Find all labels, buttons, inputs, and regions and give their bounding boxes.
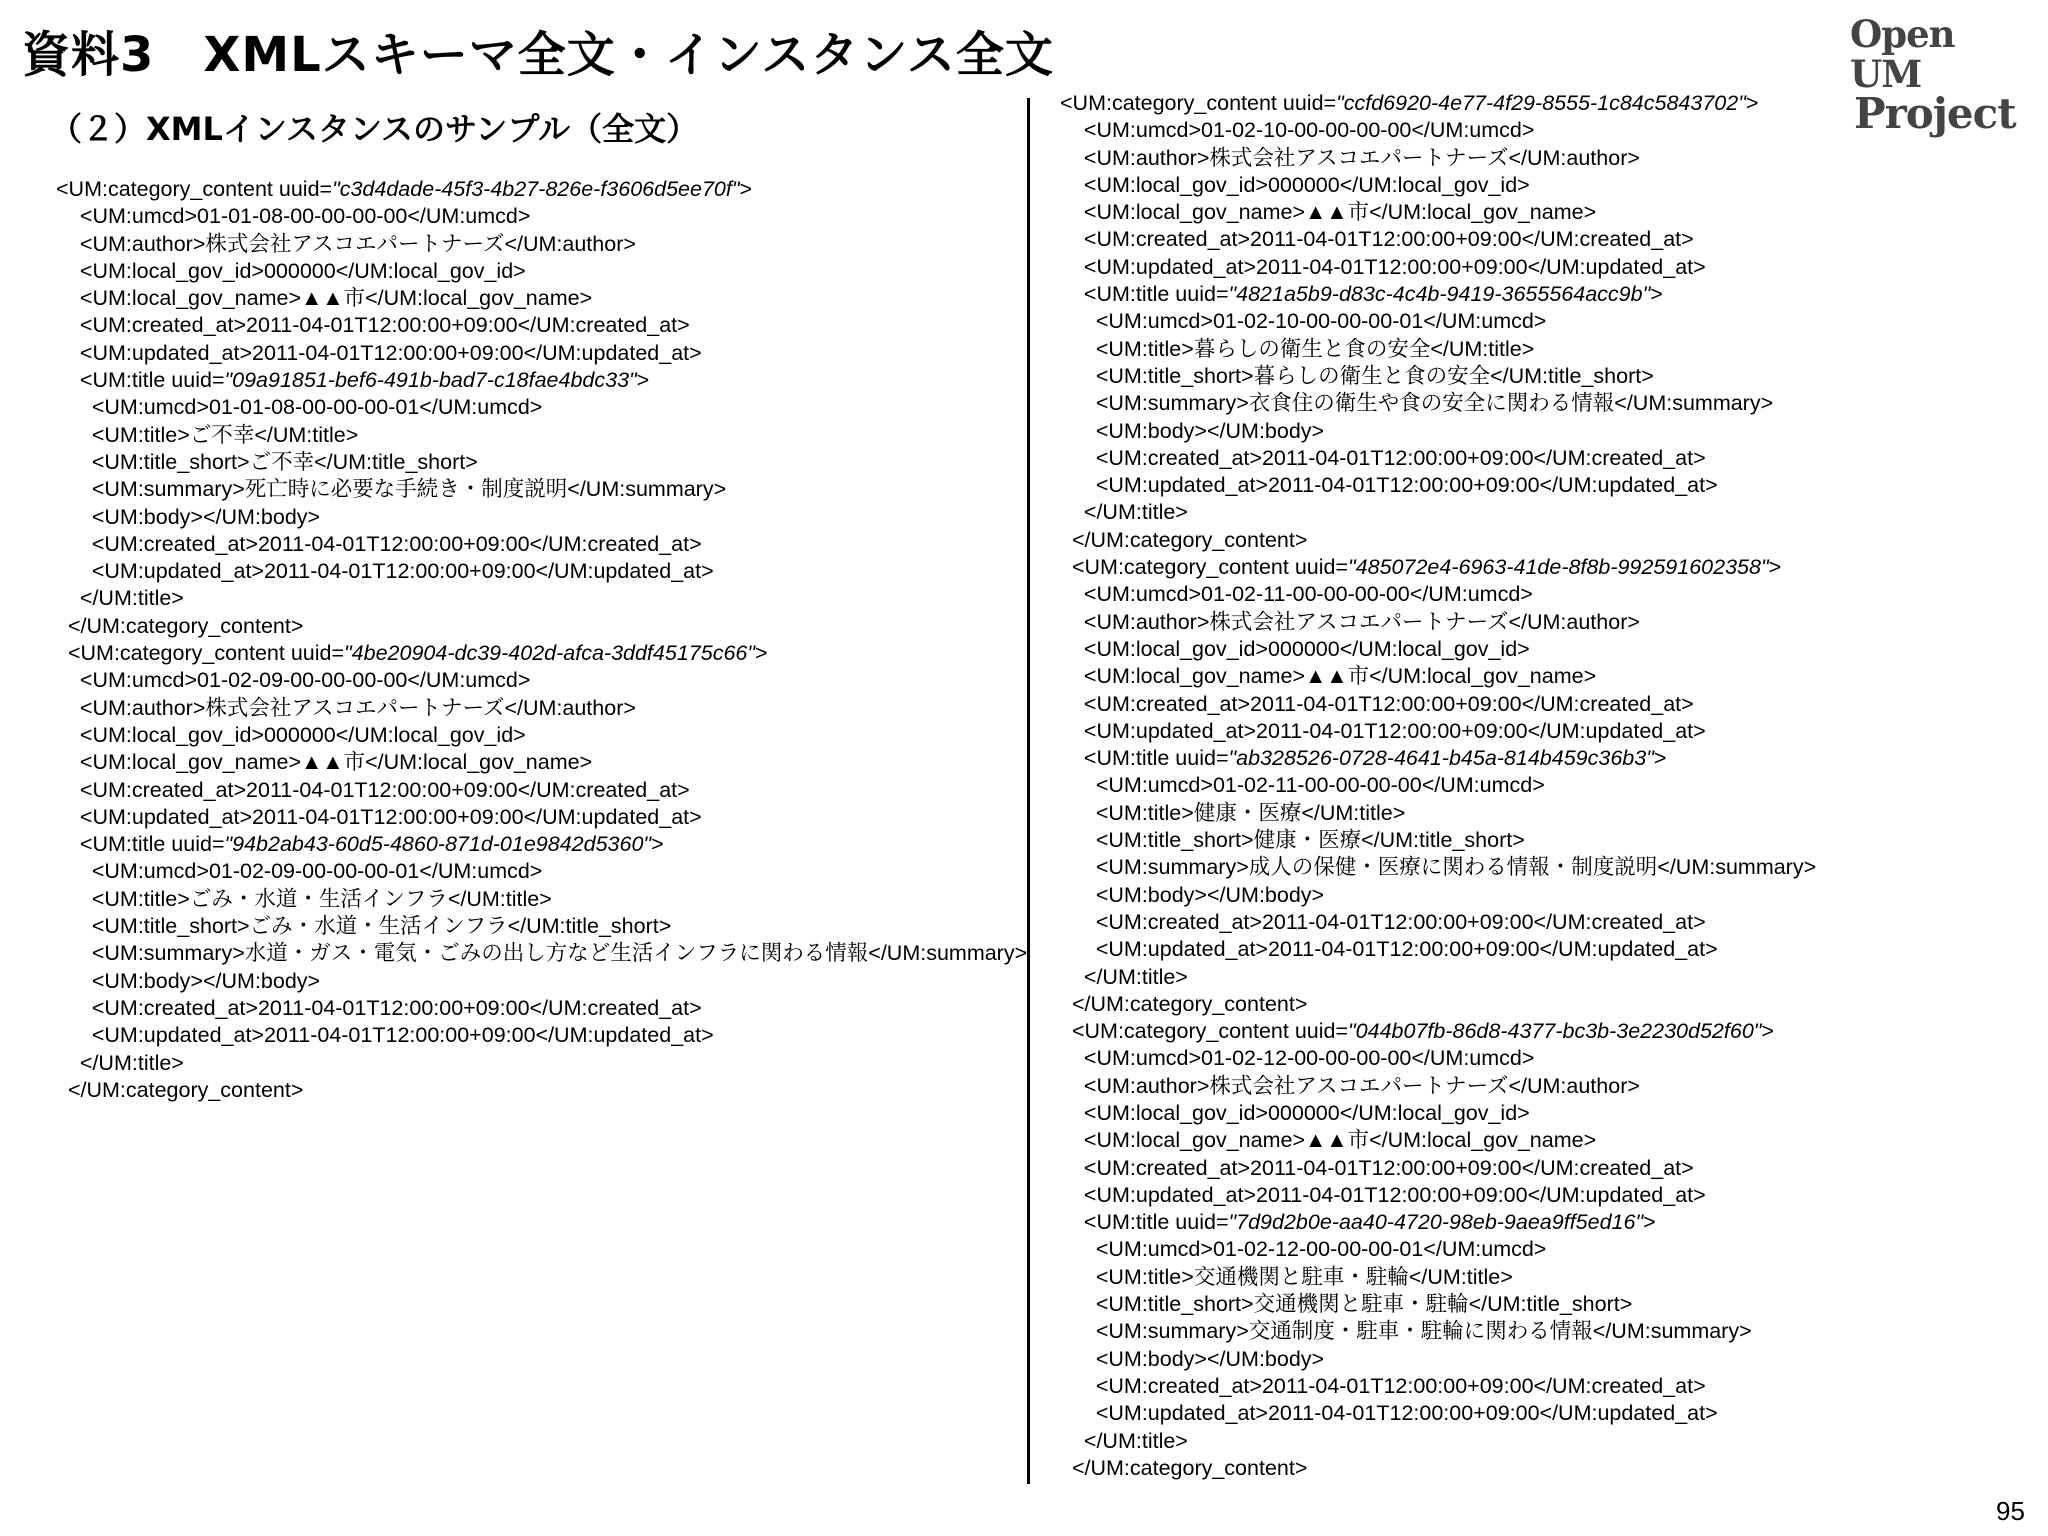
xml-line xyxy=(56,449,1027,476)
xml-line xyxy=(56,504,1027,531)
xml-line xyxy=(56,940,1027,967)
xml-text: <UM:title_short>交通機関と駐車・駐輪</UM:title_short> xyxy=(1095,1292,1633,1317)
xml-indent xyxy=(56,969,92,993)
xml-text: <UM:summary>衣食住の衛生や食の安全に関わる情報</UM:summary> xyxy=(1095,391,1774,416)
xml-indent xyxy=(1060,1429,1084,1453)
xml-line xyxy=(1060,1373,1816,1400)
xml-line xyxy=(56,176,1027,203)
xml-line xyxy=(56,804,1027,831)
xml-indent xyxy=(56,696,80,720)
xml-line xyxy=(56,1050,1027,1077)
xml-text: <UM:author>株式会社アスコエパートナーズ</UM:author> xyxy=(1083,1073,1640,1098)
xml-text: <UM:updated_at>2011-04-01T12:00:00+09:00</UM:updated_at> xyxy=(1095,473,1718,498)
xml-indent xyxy=(1060,1265,1096,1289)
xml-text: <UM:summary>成人の保健・医療に関わる情報・制度説明</UM:summary> xyxy=(1095,855,1817,880)
xml-text: <UM:author>株式会社アスコエパートナーズ</UM:author> xyxy=(1083,609,1640,634)
xml-indent xyxy=(1060,1292,1096,1316)
xml-text-end: > xyxy=(1745,91,1759,115)
xml-line xyxy=(56,203,1027,230)
xml-line xyxy=(1060,1045,1816,1072)
xml-text: <UM:title>暮らしの衛生と食の安全</UM:title> xyxy=(1095,336,1535,361)
xml-line xyxy=(56,1022,1027,1049)
xml-attribute-value: "ab328526-0728-4641-b45a-814b459c36b3" xyxy=(1228,746,1654,771)
xml-text-end: > xyxy=(636,368,650,393)
xml-line xyxy=(56,886,1027,913)
xml-attribute-value: "7d9d2b0e-aa40-4720-98eb-9aea9ff5ed16" xyxy=(1228,1210,1644,1235)
xml-indent xyxy=(1060,828,1096,852)
logo-line2: Project xyxy=(1854,89,2016,138)
xml-indent xyxy=(1060,801,1096,825)
xml-text: <UM:umcd>01-02-09-00-00-00-01</UM:umcd> xyxy=(91,859,543,884)
xml-indent xyxy=(1060,582,1084,606)
xml-text: </UM:category_content> xyxy=(67,613,304,638)
xml-text: </UM:category_content> xyxy=(1071,527,1308,552)
xml-text: <UM:created_at>2011-04-01T12:00:00+09:00</UM:created_at> xyxy=(1083,691,1694,716)
xml-text: <UM:local_gov_id>000000</UM:local_gov_id> xyxy=(1083,172,1530,197)
xml-line xyxy=(56,831,1027,858)
xml-line xyxy=(1060,363,1816,390)
xml-line xyxy=(1060,718,1816,745)
xml-indent xyxy=(56,614,68,638)
xml-text-end: > xyxy=(1768,555,1782,580)
xml-text: <UM:updated_at>2011-04-01T12:00:00+09:00</UM:updated_at> xyxy=(1083,718,1706,743)
logo-line1: Open UM xyxy=(1850,12,1955,96)
xml-indent xyxy=(1060,1019,1072,1043)
xml-attribute-value: "485072e4-6963-41de-8f8b-992591602358" xyxy=(1348,555,1769,580)
xml-text: <UM:updated_at>2011-04-01T12:00:00+09:00</UM:updated_at> xyxy=(1083,254,1706,279)
xml-text: <UM:body></UM:body> xyxy=(91,968,321,993)
xml-line xyxy=(56,667,1027,694)
xml-indent xyxy=(1060,1210,1084,1234)
xml-text: <UM:created_at>2011-04-01T12:00:00+09:00</UM:created_at> xyxy=(1095,1373,1706,1398)
xml-indent xyxy=(56,996,92,1020)
xml-indent xyxy=(1060,309,1096,333)
xml-indent xyxy=(1060,282,1084,306)
xml-indent xyxy=(56,286,80,310)
xml-text: <UM:title uuid= xyxy=(79,832,225,857)
xml-line xyxy=(56,913,1027,940)
xml-indent xyxy=(56,1023,92,1047)
xml-text: <UM:created_at>2011-04-01T12:00:00+09:00</UM:created_at> xyxy=(1083,1155,1694,1180)
xml-line xyxy=(1060,909,1816,936)
xml-indent xyxy=(1060,227,1084,251)
xml-line xyxy=(1060,1073,1816,1100)
xml-text: <UM:local_gov_id>000000</UM:local_gov_id> xyxy=(1083,1100,1530,1125)
xml-indent xyxy=(1060,1319,1096,1343)
xml-line xyxy=(56,858,1027,885)
xml-line xyxy=(1060,1455,1816,1482)
xml-indent xyxy=(56,423,92,447)
xml-attribute-value: "94b2ab43-60d5-4860-871d-01e9842d5360" xyxy=(224,832,652,857)
xml-indent xyxy=(1060,1156,1084,1180)
xml-indent xyxy=(56,477,92,501)
xml-text-end: > xyxy=(739,177,753,201)
xml-text: <UM:category_content uuid= xyxy=(67,641,345,666)
xml-indent xyxy=(1060,1101,1084,1125)
xml-text: <UM:summary>水道・ガス・電気・ごみの出し方など生活インフラに関わる情報</UM:summary> xyxy=(91,941,1028,966)
xml-text: <UM:updated_at>2011-04-01T12:00:00+09:00</UM:updated_at> xyxy=(79,340,702,365)
xml-indent xyxy=(1060,146,1084,170)
xml-indent xyxy=(56,859,92,883)
xml-line xyxy=(56,312,1027,339)
xml-indent xyxy=(56,586,80,610)
xml-text: <UM:author>株式会社アスコエパートナーズ</UM:author> xyxy=(79,695,636,720)
xml-text: </UM:title> xyxy=(1083,1428,1188,1453)
xml-indent xyxy=(1060,1401,1096,1425)
xml-line xyxy=(1060,336,1816,363)
xml-text: <UM:title>交通機関と駐車・駐輪</UM:title> xyxy=(1095,1264,1513,1289)
xml-indent xyxy=(1060,419,1096,443)
xml-indent xyxy=(1060,1183,1084,1207)
section-subtitle: （２）XMLインスタンスのサンプル（全文） xyxy=(50,110,699,148)
xml-indent xyxy=(56,341,80,365)
xml-text: <UM:category_content uuid= xyxy=(1071,555,1349,580)
xml-text: <UM:umcd>01-02-11-00-00-00-00</UM:umcd> xyxy=(1083,582,1533,607)
xml-text: <UM:updated_at>2011-04-01T12:00:00+09:00</UM:updated_at> xyxy=(91,559,714,584)
xml-indent xyxy=(1060,965,1084,989)
xml-indent xyxy=(1060,500,1084,524)
xml-text: <UM:umcd>01-02-10-00-00-00-00</UM:umcd> xyxy=(1083,118,1535,143)
xml-line xyxy=(1060,1346,1816,1373)
xml-line xyxy=(56,695,1027,722)
xml-line xyxy=(1060,991,1816,1018)
xml-indent xyxy=(1060,200,1084,224)
xml-line xyxy=(56,1077,1027,1104)
xml-line xyxy=(1060,745,1816,772)
xml-line xyxy=(56,258,1027,285)
xml-line xyxy=(56,749,1027,776)
xml-indent xyxy=(1060,883,1096,907)
xml-line xyxy=(56,422,1027,449)
xml-text: <UM:body></UM:body> xyxy=(1095,418,1325,443)
xml-indent xyxy=(1060,937,1096,961)
xml-line xyxy=(1060,1127,1816,1154)
xml-indent xyxy=(1060,664,1084,688)
xml-text: <UM:updated_at>2011-04-01T12:00:00+09:00</UM:updated_at> xyxy=(1095,1401,1718,1426)
xml-indent xyxy=(56,395,92,419)
xml-indent xyxy=(1060,1128,1084,1152)
xml-indent xyxy=(1060,1456,1072,1480)
xml-line xyxy=(1060,1291,1816,1318)
page-number: 95 xyxy=(1996,1496,2025,1526)
xml-text: <UM:title uuid= xyxy=(1083,746,1229,771)
xml-text: <UM:created_at>2011-04-01T12:00:00+09:00</UM:created_at> xyxy=(1095,445,1706,470)
xml-line xyxy=(1060,1264,1816,1291)
xml-line xyxy=(1060,936,1816,963)
xml-line xyxy=(56,585,1027,612)
xml-indent xyxy=(1060,555,1072,579)
xml-line xyxy=(1060,964,1816,991)
xml-indent xyxy=(56,750,80,774)
xml-text: <UM:author>株式会社アスコエパートナーズ</UM:author> xyxy=(1083,145,1640,170)
xml-line xyxy=(1060,199,1816,226)
xml-line xyxy=(56,722,1027,749)
xml-indent xyxy=(56,668,80,692)
xml-indent xyxy=(56,313,80,337)
xml-text: <UM:category_content uuid= xyxy=(56,177,333,201)
xml-line xyxy=(1060,1209,1816,1236)
xml-attribute-value: "09a91851-bef6-491b-bad7-c18fae4bdc33" xyxy=(224,368,637,393)
xml-text: <UM:body></UM:body> xyxy=(1095,882,1325,907)
xml-line xyxy=(1060,800,1816,827)
xml-indent xyxy=(56,232,80,256)
xml-line xyxy=(1060,1428,1816,1455)
xml-indent xyxy=(1060,637,1084,661)
xml-text: <UM:local_gov_id>000000</UM:local_gov_id> xyxy=(1083,636,1530,661)
xml-indent xyxy=(1060,910,1096,934)
xml-text: <UM:local_gov_name>▲▲市</UM:local_gov_name> xyxy=(1083,664,1597,689)
xml-line xyxy=(1060,499,1816,526)
xml-indent xyxy=(1060,255,1084,279)
xml-line xyxy=(1060,172,1816,199)
xml-text-end: > xyxy=(1761,1019,1774,1044)
xml-line xyxy=(1060,1100,1816,1127)
xml-indent xyxy=(1060,364,1096,388)
xml-text: </UM:category_content> xyxy=(1071,1455,1308,1480)
xml-text: <UM:local_gov_id>000000</UM:local_gov_id> xyxy=(79,258,526,283)
xml-text: <UM:created_at>2011-04-01T12:00:00+09:00</UM:created_at> xyxy=(91,995,702,1020)
xml-text: <UM:local_gov_name>▲▲市</UM:local_gov_name> xyxy=(1083,1128,1597,1153)
xml-line xyxy=(1060,554,1816,581)
xml-indent xyxy=(56,505,92,529)
xml-line xyxy=(1060,472,1816,499)
xml-line xyxy=(1060,1018,1816,1045)
xml-line xyxy=(1060,609,1816,636)
xml-line xyxy=(1060,1318,1816,1345)
xml-indent xyxy=(1060,1237,1096,1261)
xml-attribute-value: "4821a5b9-d83c-4c4b-9419-3655564acc9b" xyxy=(1228,282,1651,307)
xml-indent xyxy=(1060,692,1084,716)
xml-indent xyxy=(1060,1046,1084,1070)
xml-text: </UM:title> xyxy=(79,586,184,611)
xml-line xyxy=(1060,308,1816,335)
xml-indent xyxy=(1060,1347,1096,1371)
page-title: 資料3 XMLスキーマ全文・インスタンス全文 xyxy=(22,27,1054,83)
xml-indent xyxy=(1060,992,1072,1016)
xml-line xyxy=(56,394,1027,421)
xml-text: <UM:title>健康・医療</UM:title> xyxy=(1095,800,1406,825)
xml-text: <UM:created_at>2011-04-01T12:00:00+09:00</UM:created_at> xyxy=(79,777,690,802)
xml-text: <UM:created_at>2011-04-01T12:00:00+09:00</UM:created_at> xyxy=(79,313,690,338)
xml-indent xyxy=(56,1078,68,1102)
xml-text: <UM:category_content uuid= xyxy=(1071,1019,1349,1044)
xml-text: <UM:title_short>健康・医療</UM:title_short> xyxy=(1095,828,1525,853)
xml-indent xyxy=(56,204,80,228)
xml-line xyxy=(1060,390,1816,417)
xml-attribute-value: "044b07fb-86d8-4377-bc3b-3e2230d52f60" xyxy=(1348,1019,1762,1044)
xml-indent xyxy=(1060,446,1096,470)
xml-indent xyxy=(1060,473,1096,497)
xml-attribute-value: "c3d4dade-45f3-4b27-826e-f3606d5ee70f" xyxy=(332,177,740,201)
xml-indent xyxy=(56,832,80,856)
xml-indent xyxy=(1060,528,1072,552)
xml-text-end: > xyxy=(1650,282,1663,307)
xml-line xyxy=(1060,445,1816,472)
xml-indent xyxy=(1060,173,1084,197)
xml-line xyxy=(1060,1155,1816,1182)
xml-text: <UM:title uuid= xyxy=(1083,1210,1229,1235)
xml-indent xyxy=(56,723,80,747)
xml-indent xyxy=(1060,391,1096,415)
xml-text: <UM:title_short>ご不幸</UM:title_short> xyxy=(91,449,478,474)
xml-indent xyxy=(56,778,80,802)
xml-text-end: > xyxy=(1653,746,1667,771)
xml-text: <UM:local_gov_name>▲▲市</UM:local_gov_name> xyxy=(79,286,593,311)
xml-text: <UM:local_gov_name>▲▲市</UM:local_gov_name> xyxy=(79,750,593,775)
xml-text: <UM:umcd>01-02-09-00-00-00-00</UM:umcd> xyxy=(79,668,531,693)
xml-indent xyxy=(56,914,92,938)
xml-text: <UM:body></UM:body> xyxy=(1095,1346,1325,1371)
xml-line xyxy=(1060,527,1816,554)
xml-text: <UM:title_short>ごみ・水道・生活インフラ</UM:title_short> xyxy=(91,914,672,939)
xml-indent xyxy=(56,1051,80,1075)
xml-text: <UM:umcd>01-02-11-00-00-00-00</UM:umcd> xyxy=(1095,773,1545,798)
xml-text: <UM:created_at>2011-04-01T12:00:00+09:00</UM:created_at> xyxy=(1083,227,1694,252)
open-um-project-logo xyxy=(1850,12,2030,138)
xml-line xyxy=(1060,254,1816,281)
xml-text: <UM:umcd>01-02-12-00-00-00-00</UM:umcd> xyxy=(1083,1046,1535,1071)
xml-line xyxy=(1060,1400,1816,1427)
xml-indent xyxy=(56,805,80,829)
xml-text: <UM:updated_at>2011-04-01T12:00:00+09:00</UM:updated_at> xyxy=(91,1023,714,1048)
xml-line xyxy=(1060,581,1816,608)
xml-indent xyxy=(1060,719,1084,743)
xml-line xyxy=(56,340,1027,367)
xml-attribute-value: "ccfd6920-4e77-4f29-8555-1c84c5843702" xyxy=(1336,91,1746,115)
xml-indent xyxy=(1060,1374,1096,1398)
xml-line xyxy=(56,995,1027,1022)
xml-line xyxy=(56,777,1027,804)
xml-indent xyxy=(56,941,92,965)
xml-line xyxy=(1060,772,1816,799)
xml-text-end: > xyxy=(1643,1210,1656,1235)
xml-text: <UM:title uuid= xyxy=(1083,282,1229,307)
xml-indent xyxy=(1060,610,1084,634)
xml-line xyxy=(1060,418,1816,445)
xml-line xyxy=(56,285,1027,312)
xml-text: <UM:author>株式会社アスコエパートナーズ</UM:author> xyxy=(79,231,636,256)
xml-line xyxy=(1060,1236,1816,1263)
xml-text-end: > xyxy=(651,832,664,857)
xml-line xyxy=(56,231,1027,258)
xml-indent xyxy=(1060,746,1084,770)
xml-indent xyxy=(56,887,92,911)
xml-line xyxy=(1060,145,1816,172)
xml-indent xyxy=(56,532,92,556)
xml-text: <UM:updated_at>2011-04-01T12:00:00+09:00</UM:updated_at> xyxy=(1095,937,1718,962)
xml-text: <UM:umcd>01-01-08-00-00-00-00</UM:umcd> xyxy=(79,204,531,229)
xml-text: <UM:title uuid= xyxy=(79,368,225,393)
xml-text: </UM:category_content> xyxy=(1071,991,1308,1016)
xml-text: </UM:title> xyxy=(79,1050,184,1075)
xml-indent xyxy=(1060,855,1096,879)
xml-code-left-column xyxy=(56,176,1027,1104)
xml-text: <UM:local_gov_id>000000</UM:local_gov_id> xyxy=(79,722,526,747)
xml-line xyxy=(56,476,1027,503)
xml-line xyxy=(56,640,1027,667)
xml-text: </UM:title> xyxy=(1083,500,1188,525)
xml-indent xyxy=(1060,773,1096,797)
xml-line xyxy=(1060,117,1816,144)
xml-indent xyxy=(56,368,80,392)
xml-code-right-column xyxy=(1060,90,1816,1482)
xml-text: <UM:umcd>01-01-08-00-00-00-01</UM:umcd> xyxy=(91,395,543,420)
xml-text: <UM:umcd>01-02-10-00-00-00-01</UM:umcd> xyxy=(1095,309,1547,334)
xml-line xyxy=(56,613,1027,640)
xml-line xyxy=(1060,1182,1816,1209)
xml-line xyxy=(1060,281,1816,308)
xml-text: <UM:title>ごみ・水道・生活インフラ</UM:title> xyxy=(91,886,552,911)
xml-text: <UM:category_content uuid= xyxy=(1060,91,1337,115)
xml-line xyxy=(1060,827,1816,854)
xml-indent xyxy=(56,450,92,474)
xml-text: <UM:created_at>2011-04-01T12:00:00+09:00</UM:created_at> xyxy=(1095,909,1706,934)
xml-text: <UM:body></UM:body> xyxy=(91,504,321,529)
xml-text: <UM:updated_at>2011-04-01T12:00:00+09:00</UM:updated_at> xyxy=(1083,1182,1706,1207)
xml-line xyxy=(56,367,1027,394)
xml-indent xyxy=(1060,1074,1084,1098)
xml-indent xyxy=(1060,337,1096,361)
xml-line xyxy=(56,558,1027,585)
xml-text: </UM:title> xyxy=(1083,964,1188,989)
xml-text: <UM:summary>死亡時に必要な手続き・制度説明</UM:summary> xyxy=(91,477,727,502)
xml-line xyxy=(1060,854,1816,881)
xml-text: </UM:category_content> xyxy=(67,1077,304,1102)
xml-line xyxy=(1060,90,1816,117)
xml-text: <UM:summary>交通制度・駐車・駐輪に関わる情報</UM:summary> xyxy=(1095,1319,1752,1344)
xml-indent xyxy=(56,259,80,283)
xml-line xyxy=(1060,663,1816,690)
xml-text-end: > xyxy=(755,641,768,666)
xml-line xyxy=(56,531,1027,558)
xml-indent xyxy=(56,559,92,583)
xml-text: <UM:umcd>01-02-12-00-00-00-01</UM:umcd> xyxy=(1095,1237,1547,1262)
xml-line xyxy=(1060,636,1816,663)
xml-line xyxy=(1060,691,1816,718)
xml-text: <UM:title>ご不幸</UM:title> xyxy=(91,422,359,447)
xml-text: <UM:updated_at>2011-04-01T12:00:00+09:00</UM:updated_at> xyxy=(79,804,702,829)
xml-indent xyxy=(1060,118,1084,142)
xml-text: <UM:created_at>2011-04-01T12:00:00+09:00</UM:created_at> xyxy=(91,531,702,556)
xml-line xyxy=(1060,882,1816,909)
column-divider xyxy=(1027,98,1030,1484)
xml-text: <UM:title_short>暮らしの衛生と食の安全</UM:title_short> xyxy=(1095,363,1654,388)
xml-line xyxy=(56,968,1027,995)
xml-line xyxy=(1060,226,1816,253)
xml-text: <UM:local_gov_name>▲▲市</UM:local_gov_name> xyxy=(1083,200,1597,225)
xml-attribute-value: "4be20904-dc39-402d-afca-3ddf45175c66" xyxy=(344,641,755,666)
xml-indent xyxy=(56,641,68,665)
